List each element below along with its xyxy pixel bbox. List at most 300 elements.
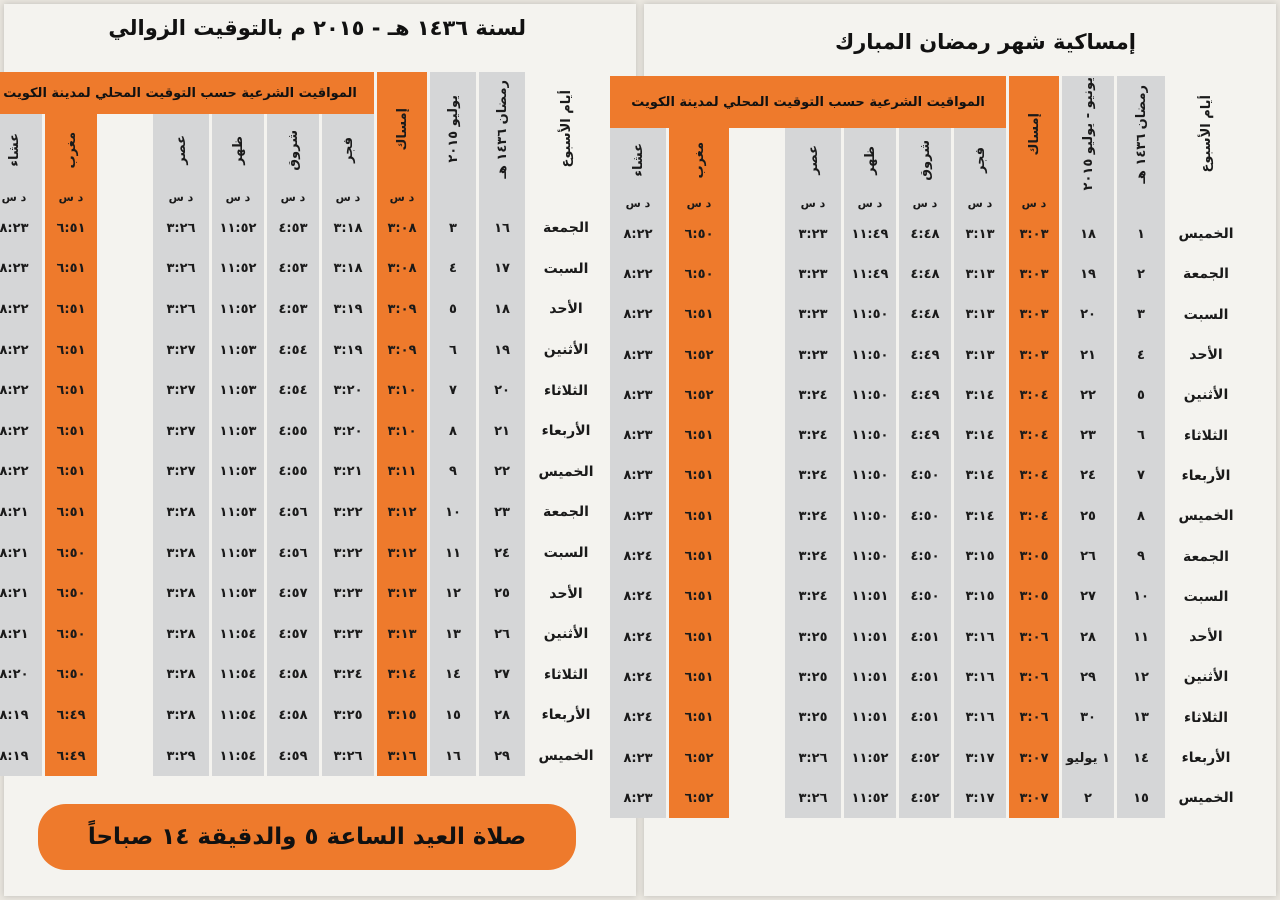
time-cell-shuruq: ٤:٥٨	[267, 695, 319, 736]
time-cell-dhuhr: ١١:٥٤	[212, 655, 264, 696]
time-cell-greg: ١٠	[430, 492, 476, 533]
time-cell-asr: ٣:٢٣	[785, 254, 841, 294]
time-cell-greg: ٥	[430, 289, 476, 330]
unit-label: د س	[899, 192, 951, 214]
time-cell-isha: ٨:٢٢	[0, 330, 42, 371]
time-cell-imsak: ٣:١٣	[377, 614, 427, 655]
time-cell-shuruq: ٤:٤٨	[899, 214, 951, 254]
header-isha	[610, 128, 666, 192]
time-cell-shuruq: ٤:٥٠	[899, 456, 951, 496]
time-cell-dhuhr: ١١:٥٣	[212, 411, 264, 452]
weekday-cell: الجمعة	[1183, 266, 1229, 283]
time-cell-fajr: ٣:١٤	[954, 456, 1006, 496]
time-cell-fajr: ٣:١٩	[322, 330, 374, 371]
card-title: إمساكية شهر رمضان المبارك	[834, 30, 1136, 54]
time-cell-maghrib: ٦:٥١	[669, 415, 729, 455]
time-cell-fajr: ٣:١٤	[954, 415, 1006, 455]
time-cell-dhuhr: ١١:٥٣	[212, 492, 264, 533]
weekday-cell: الثلاثاء	[543, 382, 589, 399]
time-cell-maghrib: ٦:٤٩	[45, 695, 97, 736]
weekday-cell: السبت	[1183, 306, 1229, 323]
time-cell-isha: ٨:٢٣	[0, 208, 42, 249]
weekday-cell: السبت	[543, 545, 589, 562]
time-cell-ramadan: ٩	[1117, 536, 1165, 576]
time-cell-isha: ٨:٢٣	[610, 375, 666, 415]
time-cell-asr: ٣:٢٣	[785, 335, 841, 375]
header-greg	[430, 72, 476, 186]
time-cell-fajr: ٣:١٨	[322, 249, 374, 290]
time-cell-maghrib: ٦:٥١	[669, 577, 729, 617]
time-cell-imsak: ٣:١٢	[377, 533, 427, 574]
time-cell-isha: ٨:١٩	[0, 695, 42, 736]
header-asr-label: عصر	[805, 145, 821, 175]
header-fajr-label: فجر	[340, 137, 356, 163]
unit-label: د س	[0, 186, 42, 208]
weekday-cell: الخميس	[1178, 790, 1234, 807]
header-asr-label: عصر	[173, 135, 189, 165]
time-cell-isha: ٨:٢٣	[610, 738, 666, 778]
time-cell-maghrib: ٦:٥٠	[669, 254, 729, 294]
unit-label: د س	[610, 192, 666, 214]
time-cell-dhuhr: ١١:٥٣	[212, 573, 264, 614]
time-cell-shuruq: ٤:٤٩	[899, 375, 951, 415]
time-cell-imsak: ٣:٠٤	[1009, 375, 1059, 415]
time-cell-imsak: ٣:٠٤	[1009, 496, 1059, 536]
weekday-cell: الأحد	[549, 585, 583, 602]
time-cell-shuruq: ٤:٤٨	[899, 295, 951, 335]
weekday-cell: الأثنين	[1183, 669, 1229, 686]
time-cell-maghrib: ٦:٥١	[45, 330, 97, 371]
time-cell-imsak: ٣:٠٣	[1009, 335, 1059, 375]
imsakiya-card-left	[0, 4, 636, 896]
header-imsak	[377, 72, 427, 186]
time-cell-imsak: ٣:٠٦	[1009, 617, 1059, 657]
time-cell-imsak: ٣:١٠	[377, 411, 427, 452]
time-cell-isha: ٨:٢٣	[610, 415, 666, 455]
time-cell-greg: ٢٠	[1062, 295, 1114, 335]
header-greg	[1062, 76, 1114, 192]
time-cell-ramadan: ٣	[1117, 295, 1165, 335]
time-cell-ramadan: ٧	[1117, 456, 1165, 496]
time-cell-shuruq: ٤:٥٩	[267, 736, 319, 777]
time-cell-ramadan: ٥	[1117, 375, 1165, 415]
time-cell-dhuhr: ١١:٥٤	[212, 614, 264, 655]
weekday-cell: الجمعة	[543, 220, 589, 237]
time-cell-imsak: ٣:٠٣	[1009, 295, 1059, 335]
time-cell-imsak: ٣:١١	[377, 452, 427, 493]
time-cell-ramadan: ٢٤	[479, 533, 525, 574]
time-cell-dhuhr: ١١:٥١	[844, 657, 896, 697]
time-cell-dhuhr: ١١:٥٠	[844, 415, 896, 455]
time-cell-shuruq: ٤:٥٨	[267, 655, 319, 696]
time-cell-maghrib: ٦:٤٩	[45, 736, 97, 777]
time-cell-isha: ٨:٢١	[0, 573, 42, 614]
time-cell-asr: ٣:٢٤	[785, 456, 841, 496]
time-cell-maghrib: ٦:٥٢	[669, 375, 729, 415]
header-maghrib-label: مغرب	[63, 131, 79, 169]
time-cell-shuruq: ٤:٥٣	[267, 289, 319, 330]
time-cell-ramadan: ٢٠	[479, 370, 525, 411]
time-cell-asr: ٣:٢٣	[785, 214, 841, 254]
time-cell-maghrib: ٦:٥٠	[45, 533, 97, 574]
header-dhuhr	[212, 114, 264, 186]
time-cell-imsak: ٣:٠٩	[377, 330, 427, 371]
time-cell-ramadan: ٢٣	[479, 492, 525, 533]
time-cell-fajr: ٣:١٦	[954, 657, 1006, 697]
unit-label: د س	[212, 186, 264, 208]
time-cell-asr: ٣:٢٤	[785, 536, 841, 576]
time-cell-isha: ٨:٢١	[0, 492, 42, 533]
time-cell-greg: ٢٢	[1062, 375, 1114, 415]
time-cell-imsak: ٣:١٣	[377, 573, 427, 614]
time-cell-isha: ٨:٢٣	[0, 249, 42, 290]
weekday-cell: الخميس	[1178, 508, 1234, 525]
time-cell-dhuhr: ١١:٥٣	[212, 452, 264, 493]
time-cell-fajr: ٣:١٦	[954, 617, 1006, 657]
time-cell-dhuhr: ١١:٥٠	[844, 496, 896, 536]
time-cell-isha: ٨:٢٢	[0, 452, 42, 493]
time-cell-asr: ٣:٢٦	[153, 208, 209, 249]
weekday-cell: السبت	[1183, 588, 1229, 605]
time-cell-ramadan: ٢٨	[479, 695, 525, 736]
time-cell-ramadan: ٦	[1117, 415, 1165, 455]
header-shuruq-label: شروق	[917, 139, 933, 181]
header-shuruq-label: شروق	[285, 129, 301, 171]
time-cell-fajr: ٣:١٤	[954, 375, 1006, 415]
time-cell-shuruq: ٤:٤٩	[899, 415, 951, 455]
time-cell-fajr: ٣:٢٠	[322, 370, 374, 411]
header-isha-label: عشاء	[6, 133, 22, 167]
time-cell-asr: ٣:٢٨	[153, 614, 209, 655]
time-cell-greg: ٢١	[1062, 335, 1114, 375]
time-cell-asr: ٣:٢٦	[153, 249, 209, 290]
time-cell-maghrib: ٦:٥٢	[669, 335, 729, 375]
time-cell-maghrib: ٦:٥١	[669, 295, 729, 335]
time-cell-shuruq: ٤:٥١	[899, 617, 951, 657]
header-ramadan	[479, 72, 525, 186]
header-asr	[153, 114, 209, 186]
time-cell-shuruq: ٤:٥٥	[267, 411, 319, 452]
weekday-cell: الأربعاء	[1181, 467, 1231, 484]
time-cell-imsak: ٣:٠٥	[1009, 536, 1059, 576]
time-cell-greg: ٨	[430, 411, 476, 452]
time-cell-ramadan: ٨	[1117, 496, 1165, 536]
header-day-label: أيام الأسبوع	[1198, 95, 1214, 173]
time-cell-asr: ٣:٢٤	[785, 577, 841, 617]
time-cell-maghrib: ٦:٥١	[45, 289, 97, 330]
column-gap	[100, 114, 150, 776]
time-cell-isha: ٨:٢٤	[610, 577, 666, 617]
unit-label: د س	[844, 192, 896, 214]
time-cell-asr: ٣:٢٧	[153, 452, 209, 493]
time-cell-imsak: ٣:٠٧	[1009, 738, 1059, 778]
time-cell-isha: ٨:٢٤	[610, 536, 666, 576]
time-cell-dhuhr: ١١:٤٩	[844, 254, 896, 294]
eid-prayer-banner: صلاة العيد الساعة ٥ والدقيقة ١٤ صباحاً	[38, 804, 576, 870]
unit-spacer	[479, 186, 525, 208]
column-gap	[732, 128, 782, 818]
time-cell-maghrib: ٦:٥١	[669, 536, 729, 576]
weekday-cell: الجمعة	[1183, 548, 1229, 565]
header-imsak-label: إمساك	[394, 107, 410, 151]
time-cell-asr: ٣:٢٧	[153, 370, 209, 411]
header-fajr	[322, 114, 374, 186]
time-cell-fajr: ٣:٢٤	[322, 655, 374, 696]
time-cell-greg: ٧	[430, 370, 476, 411]
weekday-cell: الثلاثاء	[1183, 427, 1229, 444]
time-cell-greg: ٣٠	[1062, 698, 1114, 738]
time-cell-maghrib: ٦:٥١	[45, 370, 97, 411]
time-cell-fajr: ٣:١٤	[954, 496, 1006, 536]
time-cell-fajr: ٣:٢٣	[322, 614, 374, 655]
time-cell-greg: ١ يوليو	[1062, 738, 1114, 778]
time-cell-shuruq: ٤:٥٧	[267, 614, 319, 655]
time-cell-shuruq: ٤:٥٠	[899, 496, 951, 536]
time-cell-greg: ٣	[430, 208, 476, 249]
unit-label: د س	[45, 186, 97, 208]
time-cell-dhuhr: ١١:٥١	[844, 698, 896, 738]
time-cell-greg: ٩	[430, 452, 476, 493]
time-cell-shuruq: ٤:٥٥	[267, 452, 319, 493]
time-cell-greg: ٢٨	[1062, 617, 1114, 657]
time-cell-isha: ٨:٢٠	[0, 655, 42, 696]
time-cell-dhuhr: ١١:٥٢	[844, 778, 896, 818]
prayer-times-table	[623, 76, 1244, 818]
time-cell-shuruq: ٤:٥١	[899, 657, 951, 697]
time-cell-fajr: ٣:١٧	[954, 738, 1006, 778]
time-cell-shuruq: ٤:٥٦	[267, 492, 319, 533]
time-cell-maghrib: ٦:٥٢	[669, 738, 729, 778]
time-cell-ramadan: ٢٧	[479, 655, 525, 696]
weekday-cell: الثلاثاء	[543, 666, 589, 683]
header-maghrib	[45, 114, 97, 186]
time-cell-isha: ٨:٢٢	[0, 411, 42, 452]
card-title: لسنة ١٤٣٦ هـ - ٢٠١٥ م بالتوقيت الزوالي	[108, 16, 526, 40]
weekday-cell: الخميس	[538, 463, 594, 480]
time-cell-greg: ٢٦	[1062, 536, 1114, 576]
header-fajr	[954, 128, 1006, 192]
unit-label: د س	[1009, 192, 1059, 214]
time-cell-maghrib: ٦:٥١	[45, 492, 97, 533]
header-fajr-label: فجر	[972, 147, 988, 173]
time-cell-imsak: ٣:٠٣	[1009, 214, 1059, 254]
time-cell-ramadan: ٢٩	[479, 736, 525, 777]
time-cell-ramadan: ٢٥	[479, 573, 525, 614]
time-cell-asr: ٣:٢٦	[785, 738, 841, 778]
time-cell-maghrib: ٦:٥١	[669, 657, 729, 697]
time-cell-fajr: ٣:٢٣	[322, 573, 374, 614]
time-cell-maghrib: ٦:٥٠	[45, 614, 97, 655]
time-cell-greg: ٢٥	[1062, 496, 1114, 536]
weekday-cell: الأربعاء	[541, 707, 591, 724]
time-cell-dhuhr: ١١:٥٠	[844, 456, 896, 496]
time-cell-asr: ٣:٢٥	[785, 617, 841, 657]
section-banner: المواقيت الشرعية حسب التوقيت المحلي لمدينة الكويت	[0, 72, 374, 114]
time-cell-fajr: ٣:١٥	[954, 536, 1006, 576]
weekday-cell: الأربعاء	[1181, 750, 1231, 766]
time-cell-isha: ٨:٢١	[0, 614, 42, 655]
time-cell-shuruq: ٤:٥٣	[267, 208, 319, 249]
time-cell-dhuhr: ١١:٤٩	[844, 214, 896, 254]
unit-spacer	[1117, 192, 1165, 214]
time-cell-dhuhr: ١١:٥٢	[212, 249, 264, 290]
unit-spacer	[430, 186, 476, 208]
time-cell-greg: ١٦	[430, 736, 476, 777]
time-cell-isha: ٨:٢٤	[610, 698, 666, 738]
time-cell-isha: ٨:٢٣	[610, 456, 666, 496]
time-cell-fajr: ٣:١٥	[954, 577, 1006, 617]
prayer-times-table	[0, 72, 604, 776]
weekday-cell: الخميس	[538, 748, 594, 765]
weekday-cell: الجمعة	[543, 504, 589, 521]
time-cell-fajr: ٣:١٣	[954, 254, 1006, 294]
time-cell-greg: ٦	[430, 330, 476, 371]
time-cell-isha: ٨:٢٣	[610, 496, 666, 536]
time-cell-imsak: ٣:١٤	[377, 655, 427, 696]
time-cell-ramadan: ١٣	[1117, 698, 1165, 738]
time-cell-shuruq: ٤:٤٨	[899, 254, 951, 294]
header-isha-label: عشاء	[630, 143, 646, 177]
header-shuruq	[267, 114, 319, 186]
time-cell-ramadan: ١٠	[1117, 577, 1165, 617]
time-cell-imsak: ٣:١٦	[377, 736, 427, 777]
weekday-cell: الأحد	[1189, 629, 1223, 646]
time-cell-imsak: ٣:٠٨	[377, 249, 427, 290]
time-cell-greg: ١٨	[1062, 214, 1114, 254]
time-cell-asr: ٣:٢٦	[153, 289, 209, 330]
time-cell-dhuhr: ١١:٥٠	[844, 335, 896, 375]
time-cell-dhuhr: ١١:٥٤	[212, 736, 264, 777]
header-day	[528, 72, 604, 186]
time-cell-ramadan: ١٢	[1117, 657, 1165, 697]
time-cell-maghrib: ٦:٥١	[669, 456, 729, 496]
time-cell-maghrib: ٦:٥٠	[45, 573, 97, 614]
time-cell-shuruq: ٤:٥٤	[267, 330, 319, 371]
time-cell-ramadan: ١٨	[479, 289, 525, 330]
time-cell-imsak: ٣:١٢	[377, 492, 427, 533]
time-cell-ramadan: ١	[1117, 214, 1165, 254]
time-cell-asr: ٣:٢٩	[153, 736, 209, 777]
time-cell-ramadan: ٢	[1117, 254, 1165, 294]
time-cell-asr: ٣:٢٨	[153, 492, 209, 533]
header-isha	[0, 114, 42, 186]
time-cell-fajr: ٣:١٦	[954, 698, 1006, 738]
unit-label: د س	[153, 186, 209, 208]
time-cell-greg: ٢٣	[1062, 415, 1114, 455]
time-cell-isha: ٨:٢٤	[610, 617, 666, 657]
time-cell-greg: ١٢	[430, 573, 476, 614]
time-cell-greg: ١٤	[430, 655, 476, 696]
time-cell-ramadan: ١٥	[1117, 778, 1165, 818]
unit-label: د س	[785, 192, 841, 214]
weekday-cell: الخميس	[1178, 226, 1234, 243]
time-cell-dhuhr: ١١:٥٣	[212, 330, 264, 371]
header-day-label: أيام الأسبوع	[558, 90, 574, 168]
time-cell-ramadan: ٢١	[479, 411, 525, 452]
time-cell-greg: ٢٤	[1062, 456, 1114, 496]
time-cell-shuruq: ٤:٥٢	[899, 738, 951, 778]
weekday-cell: الأثنين	[543, 626, 589, 643]
time-cell-shuruq: ٤:٥٠	[899, 577, 951, 617]
time-cell-ramadan: ٢٦	[479, 614, 525, 655]
time-cell-maghrib: ٦:٥١	[45, 249, 97, 290]
time-cell-dhuhr: ١١:٥٠	[844, 536, 896, 576]
time-cell-greg: ٢٩	[1062, 657, 1114, 697]
imsakiya-card-right	[623, 4, 1276, 896]
header-day	[1168, 76, 1244, 192]
time-cell-isha: ٨:٢٤	[610, 657, 666, 697]
weekday-cell: الأثنين	[1183, 387, 1229, 404]
unit-label: د س	[322, 186, 374, 208]
time-cell-isha: ٨:٢٢	[610, 295, 666, 335]
time-cell-imsak: ٣:٠٦	[1009, 657, 1059, 697]
time-cell-isha: ٨:٢٢	[0, 370, 42, 411]
time-cell-dhuhr: ١١:٥٢	[212, 289, 264, 330]
time-cell-ramadan: ١٦	[479, 208, 525, 249]
time-cell-greg: ١٥	[430, 695, 476, 736]
time-cell-dhuhr: ١١:٥٢	[844, 738, 896, 778]
header-dhuhr	[844, 128, 896, 192]
header-greg-label: يونيو - يوليو ٢٠١٥	[1080, 77, 1096, 191]
weekday-cell: الأثنين	[543, 342, 589, 359]
time-cell-imsak: ٣:٠٥	[1009, 577, 1059, 617]
time-cell-asr: ٣:٢٨	[153, 573, 209, 614]
time-cell-imsak: ٣:٠٣	[1009, 254, 1059, 294]
time-cell-fajr: ٣:٢٢	[322, 492, 374, 533]
unit-label: د س	[669, 192, 729, 214]
time-cell-shuruq: ٤:٥٤	[267, 370, 319, 411]
time-cell-fajr: ٣:١٩	[322, 289, 374, 330]
time-cell-isha: ٨:٢٣	[610, 778, 666, 818]
time-cell-fajr: ٣:٢٢	[322, 533, 374, 574]
time-cell-fajr: ٣:٢٥	[322, 695, 374, 736]
unit-label: د س	[954, 192, 1006, 214]
time-cell-asr: ٣:٢٤	[785, 496, 841, 536]
time-cell-isha: ٨:٢٢	[610, 214, 666, 254]
time-cell-isha: ٨:٢١	[0, 533, 42, 574]
time-cell-ramadan: ١٩	[479, 330, 525, 371]
time-cell-asr: ٣:٢٨	[153, 533, 209, 574]
time-cell-imsak: ٣:٠٩	[377, 289, 427, 330]
header-shuruq	[899, 128, 951, 192]
time-cell-shuruq: ٤:٥١	[899, 698, 951, 738]
time-cell-imsak: ٣:٠٤	[1009, 456, 1059, 496]
time-cell-shuruq: ٤:٥٢	[899, 778, 951, 818]
time-cell-asr: ٣:٢٨	[153, 695, 209, 736]
time-cell-fajr: ٣:١٣	[954, 335, 1006, 375]
time-cell-shuruq: ٤:٥٧	[267, 573, 319, 614]
time-cell-dhuhr: ١١:٥٣	[212, 533, 264, 574]
time-cell-shuruq: ٤:٥٣	[267, 249, 319, 290]
time-cell-maghrib: ٦:٥١	[669, 698, 729, 738]
time-cell-maghrib: ٦:٥٢	[669, 778, 729, 818]
time-cell-asr: ٣:٢٧	[153, 411, 209, 452]
time-cell-dhuhr: ١١:٥٢	[212, 208, 264, 249]
time-cell-asr: ٣:٢٦	[785, 778, 841, 818]
header-asr	[785, 128, 841, 192]
time-cell-ramadan: ١١	[1117, 617, 1165, 657]
time-cell-asr: ٣:٢٥	[785, 698, 841, 738]
unit-label: د س	[267, 186, 319, 208]
time-cell-maghrib: ٦:٥١	[45, 452, 97, 493]
time-cell-dhuhr: ١١:٥٤	[212, 695, 264, 736]
header-greg-label: يوليو ٢٠١٥	[445, 95, 461, 163]
header-dhuhr-label: ظهر	[862, 145, 878, 175]
time-cell-maghrib: ٦:٥٠	[669, 214, 729, 254]
time-cell-maghrib: ٦:٥١	[45, 208, 97, 249]
time-cell-ramadan: ١٤	[1117, 738, 1165, 778]
header-ramadan	[1117, 76, 1165, 192]
